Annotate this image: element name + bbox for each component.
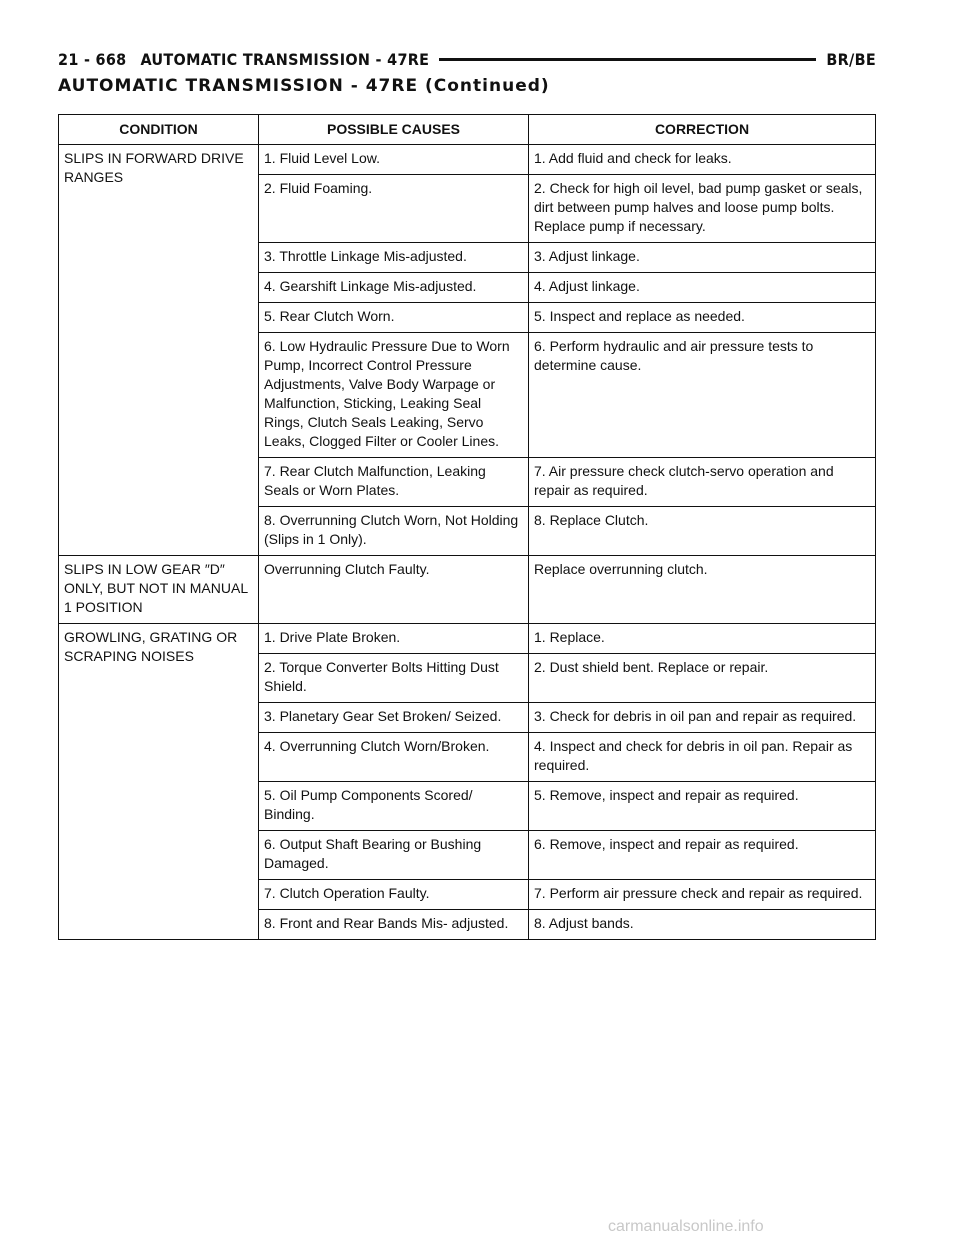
cause-cell: 4. Overrunning Clutch Worn/Broken. bbox=[259, 733, 529, 782]
cause-cell: 1. Drive Plate Broken. bbox=[259, 624, 529, 654]
cause-cell: 1. Fluid Level Low. bbox=[259, 145, 529, 175]
correction-cell: 1. Replace. bbox=[529, 624, 876, 654]
correction-cell: 3. Adjust linkage. bbox=[529, 243, 876, 273]
condition-cell: SLIPS IN FORWARD DRIVE RANGES bbox=[59, 145, 259, 556]
correction-cell: 8. Adjust bands. bbox=[529, 910, 876, 940]
cause-cell: 5. Rear Clutch Worn. bbox=[259, 303, 529, 333]
correction-cell: 7. Perform air pressure check and repair as required. bbox=[529, 880, 876, 910]
cause-cell: 8. Overrunning Clutch Worn, Not Holding (Slips in 1 Only). bbox=[259, 507, 529, 556]
header-rule bbox=[439, 58, 816, 61]
page-header bbox=[58, 46, 876, 72]
cause-cell: 3. Throttle Linkage Mis-adjusted. bbox=[259, 243, 529, 273]
correction-cell: 4. Adjust linkage. bbox=[529, 273, 876, 303]
header-condition: CONDITION bbox=[59, 115, 259, 145]
correction-cell: 3. Check for debris in oil pan and repair as required. bbox=[529, 703, 876, 733]
cause-cell: Overrunning Clutch Faulty. bbox=[259, 556, 529, 624]
header-correction: CORRECTION bbox=[529, 115, 876, 145]
page-number: 21 - 668 bbox=[58, 49, 127, 69]
watermark: carmanualsonline.info bbox=[608, 1218, 764, 1235]
cause-cell: 6. Output Shaft Bearing or Bushing Damaged. bbox=[259, 831, 529, 880]
header-possible-causes: POSSIBLE CAUSES bbox=[259, 115, 529, 145]
correction-cell: Replace overrunning clutch. bbox=[529, 556, 876, 624]
cause-cell: 7. Rear Clutch Malfunction, Leaking Seals or Worn Plates. bbox=[259, 458, 529, 507]
cause-cell: 2. Torque Converter Bolts Hitting Dust Shield. bbox=[259, 654, 529, 703]
table-header-row bbox=[59, 115, 876, 145]
correction-cell: 4. Inspect and check for debris in oil pan. Repair as required. bbox=[529, 733, 876, 782]
correction-cell: 8. Replace Clutch. bbox=[529, 507, 876, 556]
diagnosis-table bbox=[58, 114, 876, 940]
correction-cell: 6. Remove, inspect and repair as required. bbox=[529, 831, 876, 880]
correction-cell: 5. Remove, inspect and repair as required. bbox=[529, 782, 876, 831]
table-row bbox=[59, 556, 876, 624]
correction-cell: 5. Inspect and replace as needed. bbox=[529, 303, 876, 333]
correction-cell: 1. Add fluid and check for leaks. bbox=[529, 145, 876, 175]
table-body bbox=[59, 145, 876, 940]
cause-cell: 5. Oil Pump Components Scored/ Binding. bbox=[259, 782, 529, 831]
cause-cell: 4. Gearshift Linkage Mis-adjusted. bbox=[259, 273, 529, 303]
cause-cell: 8. Front and Rear Bands Mis- adjusted. bbox=[259, 910, 529, 940]
section-title: AUTOMATIC TRANSMISSION - 47RE (Continued) bbox=[58, 76, 550, 96]
correction-cell: 2. Dust shield bent. Replace or repair. bbox=[529, 654, 876, 703]
table-row bbox=[59, 145, 876, 175]
header-model: BR/BE bbox=[826, 49, 876, 69]
cause-cell: 2. Fluid Foaming. bbox=[259, 175, 529, 243]
cause-cell: 7. Clutch Operation Faulty. bbox=[259, 880, 529, 910]
correction-cell: 6. Perform hydraulic and air pressure tests to determine cause. bbox=[529, 333, 876, 458]
condition-cell: SLIPS IN LOW GEAR ″D″ ONLY, BUT NOT IN MANUAL 1 POSITION bbox=[59, 556, 259, 624]
table-row bbox=[59, 624, 876, 654]
cause-cell: 3. Planetary Gear Set Broken/ Seized. bbox=[259, 703, 529, 733]
correction-cell: 7. Air pressure check clutch-servo operation and repair as required. bbox=[529, 458, 876, 507]
correction-cell: 2. Check for high oil level, bad pump gasket or seals, dirt between pump halves and loose pump bolts. Replace pump if necessary. bbox=[529, 175, 876, 243]
condition-cell: GROWLING, GRATING OR SCRAPING NOISES bbox=[59, 624, 259, 940]
header-title: AUTOMATIC TRANSMISSION - 47RE bbox=[140, 49, 430, 69]
cause-cell: 6. Low Hydraulic Pressure Due to Worn Pump, Incorrect Control Pressure Adjustments, Valve Body Warpage or Malfunction, Sticking, Leaking Seal Rings, Clutch Seals Leaking, Servo Leaks, Clogged Filter or Cooler Lines. bbox=[259, 333, 529, 458]
